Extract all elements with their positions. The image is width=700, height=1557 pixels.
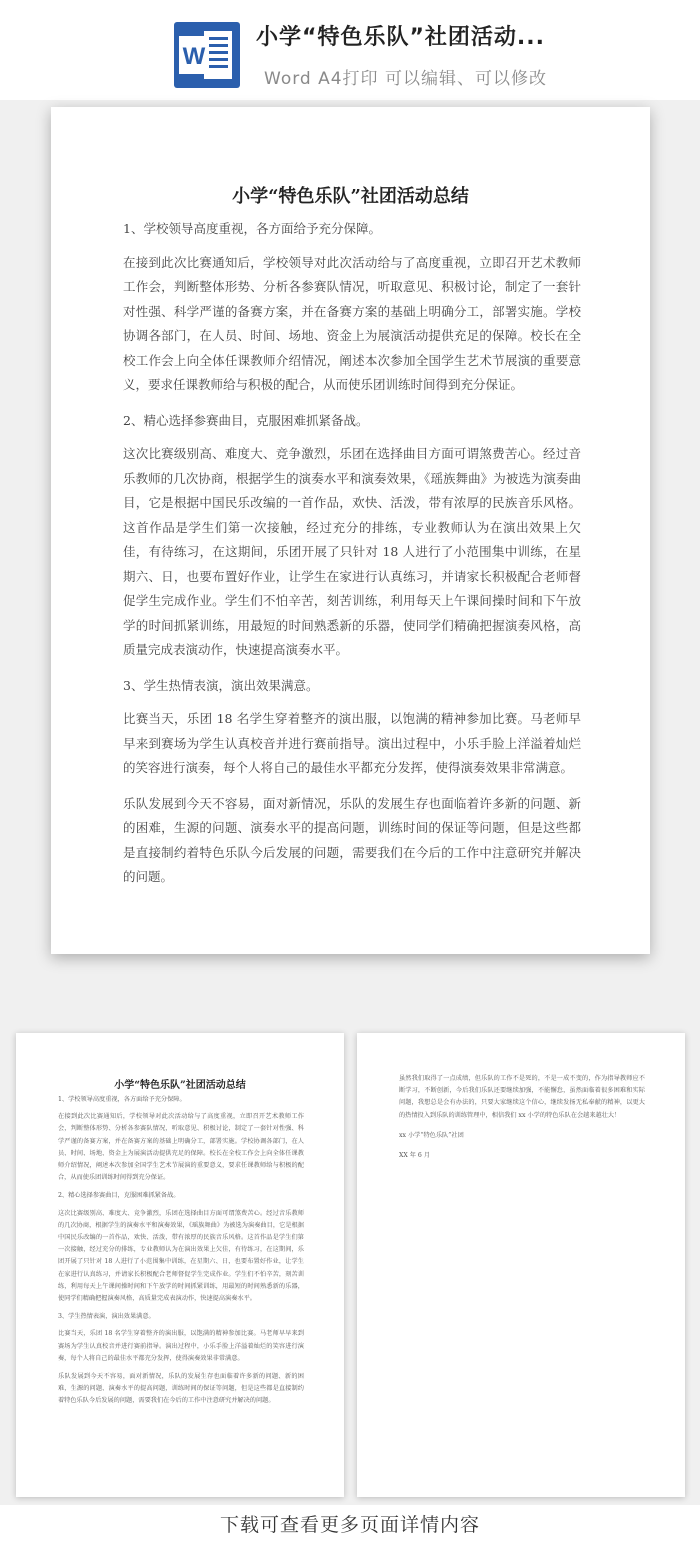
thumbnail-2-signature: xx 小学“特色乐队”社团 xyxy=(399,1131,464,1139)
thumbnail-2-body xyxy=(399,1073,645,1170)
thumbnail-2-paragraph: 虽然我们取得了一点成绩，但乐队的工作不是死的，不是一成不变的，作为指导教师应不断学习，不断创新，今后我们乐队还要继续加强，不能懈怠，虽然面临着很多困难和实际问题，我想总是会有办法的，只要大家继续这个信心，继续发扬无私奉献的精神，以更大的热情投入到乐队的训练管理中，相信我们 xx 小学的特色乐队在会越来越壮大！ xyxy=(399,1075,645,1119)
document-page-preview xyxy=(51,107,650,954)
thumbnail-title: 小学“特色乐队”社团活动总结 xyxy=(114,1080,246,1091)
header-banner xyxy=(0,0,700,100)
thumbnail-2-date: XX 年 6 月 xyxy=(399,1152,431,1160)
thumbnail-paragraph-1: 在接到此次比赛通知后，学校领导对此次活动给与了高度重视，立即召开艺术教师工作会，判断整体形势、分析各参赛队情况，听取意见、积极讨论，制定了一套针对性强、科学严谨的备赛方案，并在备赛方案的基础上明确分工，部署实施。学校协调各部门，在人员、时间、场地、资金上为展演活动提供充足的保障。校长在全校工作会上向全体任课教师介绍情况，阐述本次参加全国学生艺术节展演的重要意义，要求任课教师给与积极的配合，从而使乐团训练时间得到充分保证。 xyxy=(58,1113,304,1182)
thumbnail-heading-1: 1、学校领导高度重视，各方面给予充分保障。 xyxy=(58,1096,186,1103)
document-title: 小学“特色乐队”社团活动总结 xyxy=(232,186,469,207)
paragraph-2: 这次比赛级别高、难度大、竞争激烈，乐团在选择曲目方面可谓煞费苦心。经过音乐教师的几次协商，根据学生的演奏水平和演奏效果，《瑶族舞曲》为被选为演奏曲目，它是根据中国民乐改编的一首作品，欢快、活泼，带有浓厚的民族音乐风格。这首作品是学生们第一次接触，经过充分的排练，专业教师认为在演出效果上欠佳，有待练习，在这期间，乐团开展了只针对 18 人进行了小范围集中训练，在星期六、日，也要布置好作业，让学生在家进行认真练习，并请家长积极配合老师督促学生完成作业。学生们不怕辛苦，刻苦训练，利用每天上午课间操时间和下午放学的时间抓紧训练，用最短的时间熟悉新的乐器，使同学们精确把握演奏风格，高质量完成表演动作，快速提高演奏水平。 xyxy=(123,446,581,657)
paragraph-4: 乐队发展到今天不容易，面对新情况，乐队的发展生存也面临着许多新的问题、新的困难，生源的问题、演奏水平的提高问题，训练时间的保证等问题，但是这些都是直接制约着特色乐队今后发展的问题，需要我们在今后的工作中注意研究并解决的问题。 xyxy=(123,795,581,884)
word-document-icon xyxy=(174,22,240,88)
page-thumbnail-2[interactable] xyxy=(357,1033,685,1497)
document-body xyxy=(123,217,581,901)
paragraph-1: 在接到此次比赛通知后，学校领导对此次活动给与了高度重视，立即召开艺术教师工作会，判断整体形势、分析各参赛队情况，听取意见、积极讨论，制定了一套针对性强、科学严谨的备赛方案，并在备赛方案的基础上明确分工，部署实施。学校协调各部门，在人员、时间、场地、资金上为展演活动提供充足的保障。校长在全校工作会上向全体任课教师介绍情况，阐述本次参加全国学生艺术节展演的重要意义，要求任课教师给与积极的配合，从而使乐团训练时间得到充分保证。 xyxy=(123,254,581,392)
section-heading-2: 2、精心选择参赛曲目，克服困难抓紧备战。 xyxy=(123,412,369,428)
thumbnail-paragraph-4: 乐队发展到今天不容易，面对新情况，乐队的发展生存也面临着许多新的问题、新的困难，生源的问题、演奏水平的提高问题，训练时间的保证等问题，但是这些都是直接制约着特色乐队今后发展的问题，需要我们在今后的工作中注意研究并解决的问题。 xyxy=(58,1373,304,1405)
word-icon-letter: W xyxy=(182,43,206,70)
thumbnail-paragraph-3: 比赛当天，乐团 18 名学生穿着整齐的演出服，以饱满的精神参加比赛。马老师早早来到赛场为学生认真校音并进行赛前指导。演出过程中，小乐手脸上洋溢着灿烂的笑容进行演奏，每个人将自己的最佳水平都充分发挥，使得演奏效果非常满意。 xyxy=(58,1330,304,1362)
thumbnail-heading-2: 2、精心选择参赛曲目，克服困难抓紧备战。 xyxy=(58,1192,180,1200)
header-title: 小学“特色乐队”社团活动... xyxy=(256,25,545,50)
page-thumbnail-1[interactable] xyxy=(16,1033,344,1497)
paragraph-3: 比赛当天，乐团 18 名学生穿着整齐的演出服，以饱满的精神参加比赛。马老师早早来到赛场为学生认真校音并进行赛前指导。演出过程中，小乐手脸上洋溢着灿烂的笑容进行演奏，每个人将自己的最佳水平都充分发挥，使得演奏效果非常满意。 xyxy=(123,711,581,775)
thumbnail-heading-3: 3、学生热情表演，演出效果满意。 xyxy=(58,1313,155,1321)
header-subtitle: Word A4打印 可以编辑、可以修改 xyxy=(264,69,547,89)
thumbnail-paragraph-2: 这次比赛级别高、难度大、竞争激烈，乐团在选择曲目方面可谓煞费苦心。经过音乐教师的几次协商，根据学生的演奏水平和演奏效果，《瑶族舞曲》为被选为演奏曲目，它是根据中国民乐改编的一首作品，欢快、活泼，带有浓厚的民族音乐风格。这首作品是学生们第一次接触，经过充分的排练，专业教师认为在演出效果上欠佳，有待练习，在这期间，乐团开展了只针对 18 人进行了小范围集中训练，在星期六、日，也要布置好作业，让学生在家进行认真练习，并请家长积极配合老师督促学生完成作业。学生们不怕辛苦，刻苦训练，利用每天上午课间操时间和下午放学的时间抓紧训练，用最短的时间熟悉新的乐器，使同学们精确把握演奏风格，高质量完成表演动作，快速提高演奏水平。 xyxy=(58,1209,304,1303)
download-more-link[interactable]: 下载可查看更多页面详情内容 xyxy=(219,1514,480,1536)
section-heading-3: 3、学生热情表演，演出效果满意。 xyxy=(123,677,319,693)
section-heading-1: 1、学校领导高度重视，各方面给予充分保障。 xyxy=(123,221,381,236)
thumbnail-body xyxy=(58,1094,304,1414)
